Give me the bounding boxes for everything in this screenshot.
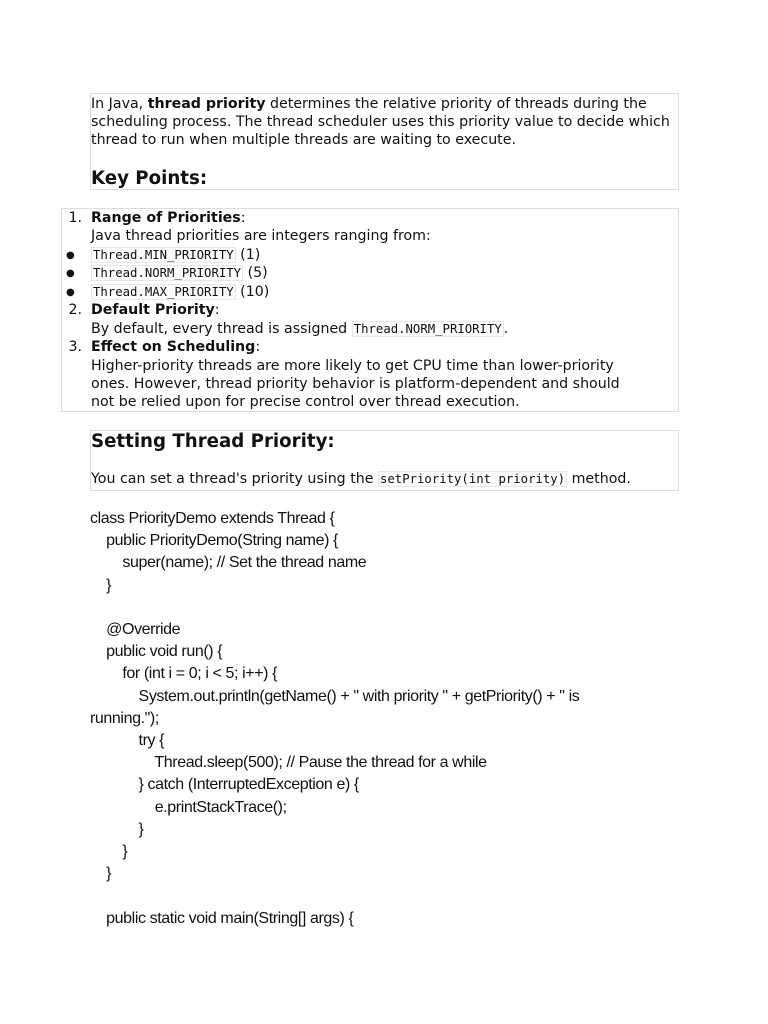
- code-line: public void run() {: [90, 643, 223, 661]
- list-item-title: Default Priority: [91, 302, 215, 318]
- intro-prefix: In Java,: [91, 96, 148, 112]
- code-line: System.out.println(getName() + " with priority " + getPriority() + " is: [90, 687, 580, 705]
- code-line: public PriorityDemo(String name) {: [90, 532, 339, 550]
- bullet-icon: ●: [66, 268, 75, 279]
- list-number: 1.: [68, 210, 82, 226]
- list-item-desc: [91, 320, 508, 338]
- key-points-heading: Key Points:: [91, 168, 208, 189]
- bullet-icon: ●: [66, 287, 75, 298]
- setting-paragraph: [91, 470, 631, 488]
- code-span: Thread.NORM_PRIORITY: [93, 266, 242, 280]
- list-item-desc: Java thread priorities are integers ranging from:: [91, 228, 431, 244]
- code-span: Thread.MAX_PRIORITY: [93, 285, 234, 299]
- list-item-desc-line: ones. However, thread priority behavior is platform-dependent and should: [91, 376, 620, 392]
- intro-paragraph: [91, 95, 676, 150]
- code-line: } catch (InterruptedException e) {: [90, 776, 359, 794]
- code-span: Thread.NORM_PRIORITY: [353, 322, 502, 336]
- priority-value: (10): [235, 284, 270, 300]
- setting-prefix: You can set a thread's priority using the: [91, 471, 378, 487]
- list-number: 3.: [68, 339, 82, 355]
- desc-suffix: .: [503, 321, 509, 337]
- code-line: class PriorityDemo extends Thread {: [90, 510, 335, 527]
- colon: :: [214, 302, 220, 318]
- code-line: }: [90, 820, 144, 838]
- intro-box: [90, 93, 679, 190]
- code-line: @Override: [90, 621, 181, 638]
- bullet-icon: ●: [66, 250, 75, 261]
- key-points-list: [61, 208, 679, 412]
- code-line: running.");: [90, 709, 159, 727]
- priority-value: (5): [243, 265, 268, 281]
- priority-value: (1): [235, 247, 261, 263]
- code-line: }: [90, 843, 128, 860]
- code-line: public static void main(String[] args) {: [90, 909, 354, 927]
- colon: :: [255, 339, 261, 355]
- code-line: }: [90, 576, 112, 594]
- list-item-title: Range of Priorities: [91, 210, 241, 226]
- code-line: e.printStackTrace();: [90, 798, 287, 816]
- code-span: setPriority(int priority): [380, 472, 566, 486]
- code-span: Thread.MIN_PRIORITY: [93, 248, 234, 262]
- list-item-desc-line: Higher-priority threads are more likely to get CPU time than lower-priority: [91, 358, 614, 374]
- code-line: try {: [90, 732, 165, 749]
- setting-priority-box: [90, 430, 679, 491]
- setting-heading: Setting Thread Priority:: [91, 431, 335, 452]
- colon: :: [240, 210, 246, 226]
- list-item-desc-line: not be relied upon for precise control over thread execution.: [91, 394, 520, 410]
- code-line: for (int i = 0; i < 5; i++) {: [90, 665, 278, 683]
- list-item-title: Effect on Scheduling: [91, 339, 256, 355]
- setting-suffix: method.: [567, 471, 631, 487]
- desc-prefix: By default, every thread is assigned: [91, 321, 352, 337]
- list-number: 2.: [68, 302, 82, 318]
- intro-rest: determines the relative priority of threads during the scheduling process. The thread scheduler uses this priority value to decide which thread to run when multiple threads are waiting to execute.: [91, 96, 670, 149]
- code-line: Thread.sleep(500); // Pause the thread for a while: [90, 754, 487, 772]
- code-line: }: [90, 865, 112, 883]
- intro-bold-term: thread priority: [147, 96, 266, 112]
- code-line: super(name); // Set the thread name: [90, 554, 367, 572]
